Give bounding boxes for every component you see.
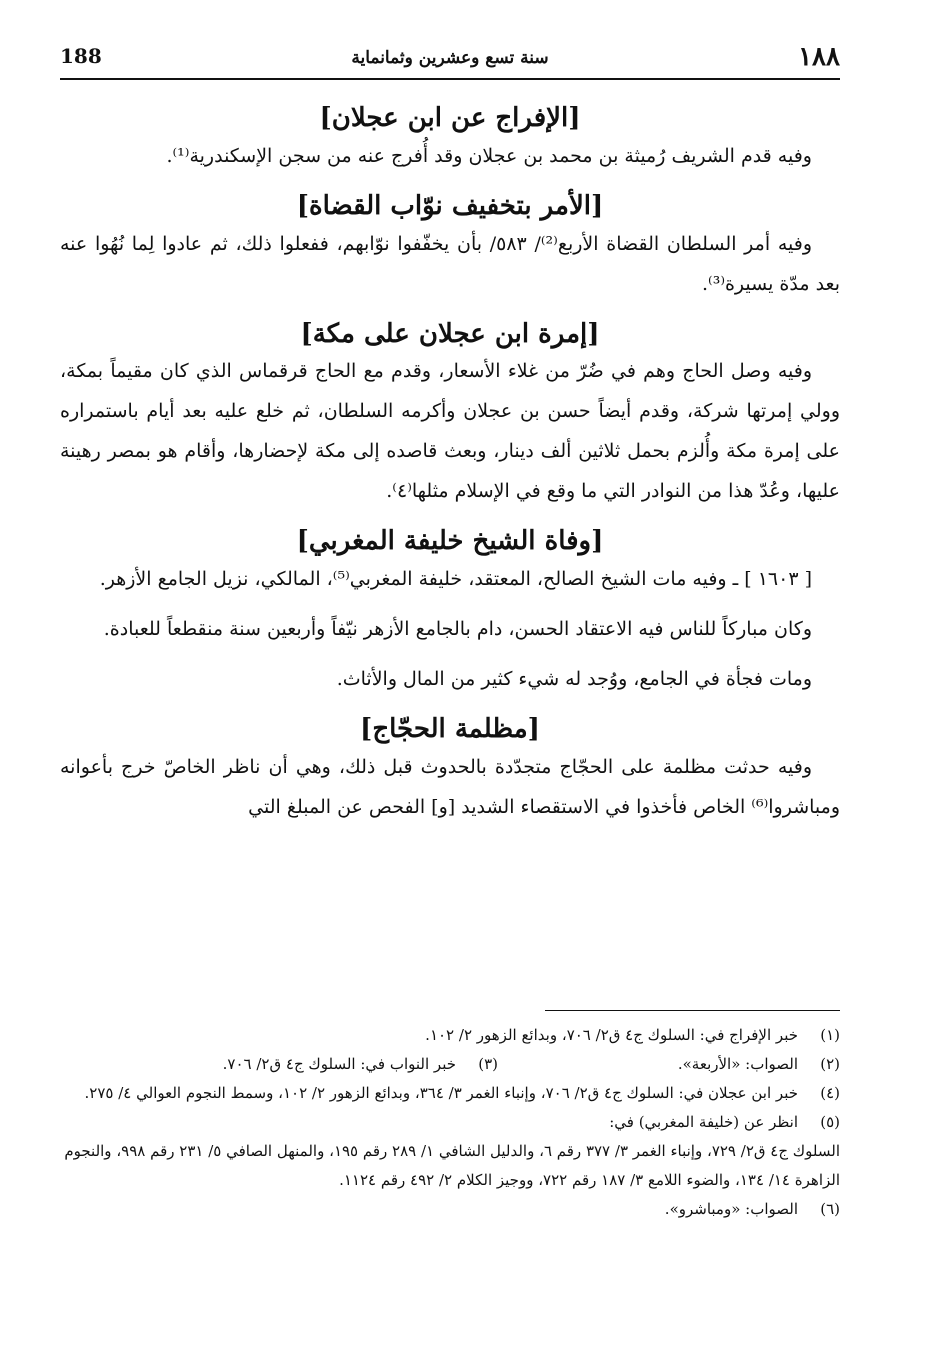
footnote-number: (٥) xyxy=(820,1113,840,1131)
footnote-text: الصواب: «ومباشرو». xyxy=(664,1200,798,1218)
section-title-deputies: [الأمر بتخفيف نوّاب القضاة] xyxy=(296,190,604,221)
footnote-2 xyxy=(498,1050,840,1079)
page-number-latin: 188 xyxy=(60,44,102,68)
footnote-number: (٤) xyxy=(820,1084,840,1102)
footnote-3 xyxy=(156,1050,498,1079)
footnote-text: الصواب: «الأربعة». xyxy=(677,1055,798,1073)
footnote-4 xyxy=(60,1079,840,1108)
footnote-text: خبر النواب في: السلوك ج٤ ق٢/ ٧٠٦. xyxy=(222,1055,456,1073)
footnote-divider xyxy=(545,1010,840,1011)
footnote-1 xyxy=(60,1021,840,1050)
footnote-number: (٣) xyxy=(478,1055,498,1073)
section-title-release: [الإفراج عن ابن عجلان] xyxy=(319,103,581,133)
running-title: سنة تسع وعشرين وثمانماية xyxy=(351,48,549,68)
paragraph: وفيه أمر السلطان القضاة الأربع⁽²⁾/ ٥٨٣/ بأن يخفّفوا نوّابهم، ففعلوا ذلك، ثم عادوا لِما نُهُوا عنه بعد مدّة يسيرة⁽³⁾. xyxy=(60,232,840,295)
footnote-5-continuation: السلوك ج٤ ق٢/ ٧٢٩، وإنباء الغمر ٣/ ٣٧٧ رقم ٦، والدليل الشافي ١/ ٢٨٩ رقم ١٩٥، والمنهل الصافي ٥/ ٢٣١ رقم ٩٩٨، والنجوم الزاهرة ١٤/ ١٣٤، والضوء اللامع ٣/ ١٨٧ رقم ٧٢٢، ووجيز الكلام ٢/ ٤٩٢ رقم ١١٢٤. xyxy=(64,1142,840,1189)
footnote-number: (٢) xyxy=(820,1055,840,1073)
page-number-arabic: ١٨٨ xyxy=(798,42,840,72)
footnote-number: (١) xyxy=(820,1026,840,1044)
footnote-text: انظر عن (خليفة المغربي) في: xyxy=(609,1113,798,1131)
section-title-death: [وفاة الشيخ خليفة المغربي] xyxy=(296,526,604,557)
document-page xyxy=(60,40,840,1330)
page-header xyxy=(60,40,840,80)
paragraph: [ ١٦٠٣ ] ـ وفيه مات الشيخ الصالح، المعتقد، خليفة المغربي⁽⁵⁾، المالكي، نزيل الجامع الأزهر. xyxy=(99,568,812,591)
footnote-6 xyxy=(60,1195,840,1224)
paragraph: وفيه وصل الحاج وهم في ضُرّ من غلاء الأسعار، وقدم مع الحاج قرقماس الذي كان مقيماً بمكة، وولي إمرتها شركة، وقدم أيضاً حسن بن عجلان وأكرمه السلطان، ثم خلع عليه بعد أيام باستمراره على إمرة مكة وأُلزم بحمل ثلاثين ألف دينار، وبعث قاصده إلى مكة لإحضارها، وأقام هو بمصر رهينة عليها، وعُدّ هذا من النوادر التي ما وقع في الإسلام مثلها⁽٤⁾. xyxy=(60,360,840,503)
footnote-number: (٦) xyxy=(820,1200,840,1218)
paragraph: وفيه حدثت مظلمة على الحجّاج متجدّدة بالحدوث قبل ذلك، وهي أن ناظر الخاصّ خرج بأعوانه ومباشروا⁽⁶⁾ الخاص فأخذوا في الاستقصاء الشديد [و] الفحص عن المبلغ التي xyxy=(60,755,840,818)
section-title-pilgrims: [مظلمة الحجّاج] xyxy=(360,714,540,745)
footnotes xyxy=(60,1010,840,1224)
footnote-text: خبر ابن عجلان في: السلوك ج٤ ق٢/ ٧٠٦، وإنباء الغمر ٣/ ٣٦٤، وبدائع الزهور ٢/ ١٠٢، وسمط النجوم العوالي ٤/ ٢٧٥. xyxy=(84,1084,798,1102)
footnote-5 xyxy=(60,1108,840,1137)
paragraph: وكان مباركاً للناس فيه الاعتقاد الحسن، دام بالجامع الأزهر نيّفاً وأربعين سنة منقطعاً للعبادة. xyxy=(103,618,812,641)
footnote-text: خبر الإفراج في: السلوك ج٤ ق٢/ ٧٠٦، وبدائع الزهور ٢/ ١٠٢. xyxy=(425,1026,798,1044)
paragraph: وفيه قدم الشريف رُميثة بن محمد بن عجلان وقد أُفرج عنه من سجن الإسكندرية⁽¹⁾. xyxy=(166,144,812,167)
section-title-mecca: [إمرة ابن عجلان على مكة] xyxy=(300,318,600,349)
paragraph: ومات فجأة في الجامع، ووُجد له شيء كثير من المال والأثاث. xyxy=(336,668,812,691)
